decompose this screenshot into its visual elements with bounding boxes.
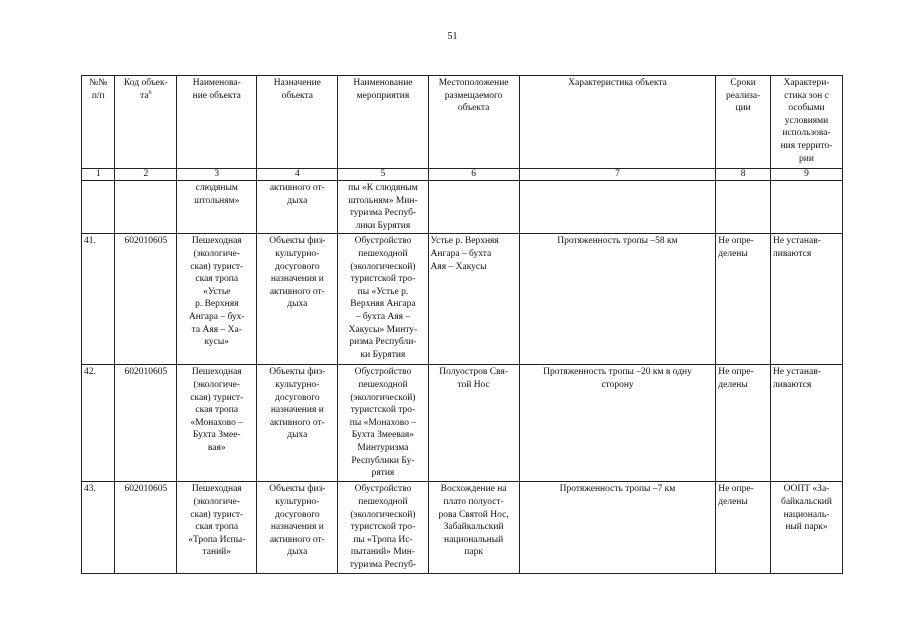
cell-name: слюдяным штольням» [177,181,257,234]
header-cell-characteristic: Характеристика объекта [519,76,716,169]
cell-num: 41. [82,234,115,365]
cell-location: Устье р. Верхняя Ангара – бухта Аяя – Хакусы [428,234,519,365]
cell-location: Полуостров Свя- той Нос [428,365,519,482]
header-cell-zones: Характери- стика зон с особыми условиями использова- ния террито- рии [771,76,843,169]
cell-activity: Обустройство пешеходной (экологической) туристской тро- пы «Устье р. Верхняя Ангара – бухта Аяя – Хакусы» Минту- ризма Республи- ки Бурятия [338,234,428,365]
page-number: 51 [447,31,458,42]
cell-term: Не опре- делены [716,365,771,482]
column-number: 1 [82,169,115,181]
cell-activity: Обустройство пешеходной (экологической) туристской тро- пы «Монахово – Бухта Змеевая» Минтуризма Республики Бу- рятия [338,365,428,482]
header-cell-code: Код объек- $та^6$ [115,76,177,169]
column-number: 4 [257,169,338,181]
cell-location [428,181,519,234]
column-number: 3 [177,169,257,181]
footnote-mark: 6 [148,89,152,96]
cell-characteristic [519,181,716,234]
cell-activity: Обустройство пешеходной (экологической) туристской тро- пы «Тропа Ис- пытаний» Мин- туризма Респуб- [338,482,428,573]
cell-zones: Не устанав- ливаются [771,365,843,482]
cell-term: Не опре- делены [716,234,771,365]
cell-code: 602010605 [115,482,177,573]
cell-name: Пешеходная (экологиче- ская) турист- ская тропа «Тропа Испы- таний» [177,482,257,573]
cell-location: Восхождение на плато полуост- рова Святой Нос, Забайкальский национальный парк [428,482,519,573]
cell-characteristic: Протяженность тропы –20 км в одну сторону [519,365,716,482]
column-number: 6 [428,169,519,181]
cell-num [82,181,115,234]
table-row [82,234,843,365]
column-number: 7 [519,169,716,181]
header-cell-term: Сроки реализа- ции [716,76,771,169]
cell-num: 43. [82,482,115,573]
column-number: 5 [338,169,428,181]
column-number-row [82,169,843,181]
header-cell-activity: Наименование мероприятия [338,76,428,169]
cell-code: 602010605 [115,234,177,365]
header-cell-name: Наименова- ние объекта [177,76,257,169]
cell-activity: пы «К слюдяным штольням» Мин- туризма Респуб- лики Бурятия [338,181,428,234]
cell-zones [771,181,843,234]
header-cell-num: №№ п/п [82,76,115,169]
cell-purpose: Объекты физ- культурно- досугового назначения и активного от- дыха [257,365,338,482]
column-number: 2 [115,169,177,181]
cell-purpose: Объекты физ- культурно- досугового назначения и активного от- дыха [257,234,338,365]
header-cell-purpose: Назначение объекта [257,76,338,169]
objects-table [81,75,843,574]
cell-num: 42. [82,365,115,482]
cell-purpose: активного от- дыха [257,181,338,234]
cell-zones: ООПТ «За- байкальский националь- ный парк» [771,482,843,573]
cell-term [716,181,771,234]
table-row [82,181,843,234]
cell-code [115,181,177,234]
cell-code: 602010605 [115,365,177,482]
table-row [82,365,843,482]
column-number: 8 [716,169,771,181]
cell-name: Пешеходная (экологиче- ская) турист- ская тропа «Устье р. Верхняя Ангара – бух- та Аяя – Ха- кусы» [177,234,257,365]
cell-characteristic: Протяженность тропы –58 км [519,234,716,365]
column-number: 9 [771,169,843,181]
cell-purpose: Объекты физ- культурно- досугового назначения и активного от- дыха [257,482,338,573]
cell-characteristic: Протяженность тропы –7 км [519,482,716,573]
cell-term: Не опре- делены [716,482,771,573]
cell-zones: Не устанав- ливаются [771,234,843,365]
cell-name: Пешеходная (экологиче- ская) турист- ская тропа «Монахово – Бухта Змее- вая» [177,365,257,482]
header-cell-location: Местоположение размещаемого объекта [428,76,519,169]
header-row [82,76,843,169]
table-row [82,482,843,573]
